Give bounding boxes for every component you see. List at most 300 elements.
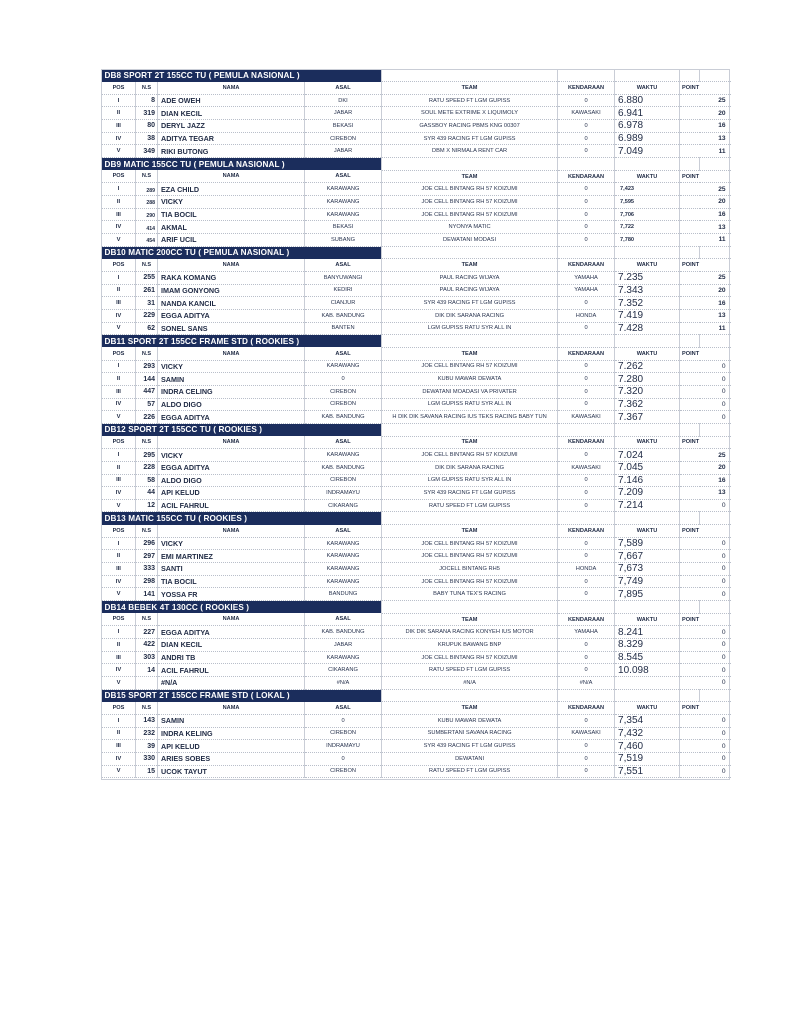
origin-cell: CIREBON [305, 474, 382, 487]
number-cell: 141 [136, 588, 158, 601]
position-cell: II [102, 639, 136, 652]
point-cell: 20 [680, 107, 731, 120]
point-cell: 16 [680, 474, 731, 487]
header-point: POINT [680, 82, 731, 95]
point-cell: 0 [680, 550, 731, 563]
origin-cell: #N/A [305, 677, 382, 690]
position-cell: I [102, 449, 136, 462]
vehicle-cell: YAMAHA [558, 626, 615, 639]
number-cell: 454 [136, 234, 158, 247]
position-cell: V [102, 499, 136, 512]
vehicle-cell: 0 [558, 550, 615, 563]
origin-cell: CIREBON [305, 132, 382, 145]
table-row [102, 626, 731, 639]
time-cell: 6.978 [615, 120, 680, 133]
point-cell: 13 [680, 221, 731, 234]
rider-name-cell: SONEL SANS [158, 322, 305, 335]
header-point: POINT [680, 170, 731, 183]
time-cell: 8.329 [615, 639, 680, 652]
time-cell: 7,589 [615, 537, 680, 550]
point-cell: 16 [680, 297, 731, 310]
table-row [102, 714, 731, 727]
header-nama: NAMA [158, 702, 305, 715]
point-cell: 25 [680, 94, 731, 107]
table-row [102, 411, 731, 424]
table-row [102, 196, 731, 209]
header-kendaraan: KENDARAAN [558, 702, 615, 715]
header-nama: NAMA [158, 613, 305, 626]
rider-name-cell: EGGA ADITYA [158, 461, 305, 474]
table-row [102, 398, 731, 411]
team-cell: DBM X NIRMALA RENT CAR [382, 145, 558, 158]
header-point: POINT [680, 347, 731, 360]
position-cell: III [102, 120, 136, 133]
number-cell: 349 [136, 145, 158, 158]
number-cell: 144 [136, 373, 158, 386]
section-title: DB12 SPORT 2T 155CC TU ( ROOKIES ) [102, 423, 382, 436]
origin-cell: KAB. BANDUNG [305, 461, 382, 474]
title-blank-cell [615, 689, 680, 702]
position-cell: III [102, 297, 136, 310]
header-kendaraan: KENDARAAN [558, 347, 615, 360]
header-ns: N.S [136, 82, 158, 95]
table-row [102, 297, 731, 310]
number-cell: 226 [136, 411, 158, 424]
time-cell: 10.098 [615, 664, 680, 677]
rider-name-cell: TIA BOCIL [158, 208, 305, 221]
position-cell: IV [102, 487, 136, 500]
point-cell: 25 [680, 272, 731, 285]
header-team: TEAM [382, 82, 558, 95]
position-cell: IV [102, 575, 136, 588]
vehicle-cell: 0 [558, 575, 615, 588]
time-cell [615, 677, 680, 690]
table-row [102, 360, 731, 373]
header-waktu: WAKTU [615, 613, 680, 626]
table-row [102, 322, 731, 335]
time-cell: 7,667 [615, 550, 680, 563]
rider-name-cell: SAMIN [158, 373, 305, 386]
point-cell: 11 [680, 322, 731, 335]
time-cell: 7,780 [615, 234, 680, 247]
vehicle-cell: 0 [558, 373, 615, 386]
table-row [102, 132, 731, 145]
team-cell: SYR 439 RACING FT LGM GUPISS [382, 297, 558, 310]
point-cell: 0 [680, 499, 731, 512]
number-cell [136, 677, 158, 690]
time-cell: 7,423 [615, 183, 680, 196]
time-cell: 6.989 [615, 132, 680, 145]
header-ns: N.S [136, 170, 158, 183]
column-header-row [102, 525, 731, 538]
number-cell: 58 [136, 474, 158, 487]
header-team: TEAM [382, 259, 558, 272]
table-row [102, 575, 731, 588]
team-cell: LGM GUPISS RATU SYR ALL IN [382, 322, 558, 335]
position-cell: I [102, 272, 136, 285]
team-cell: SYR 439 RACING FT LGM GUPISS [382, 740, 558, 753]
section-title: DB9 MATIC 155CC TU ( PEMULA NASIONAL ) [102, 158, 382, 171]
number-cell: 330 [136, 752, 158, 765]
table-row [102, 373, 731, 386]
point-cell: 0 [680, 714, 731, 727]
rider-name-cell: EZA CHILD [158, 183, 305, 196]
origin-cell: JABAR [305, 145, 382, 158]
point-cell: 0 [680, 575, 731, 588]
rider-name-cell: ADE OWEH [158, 94, 305, 107]
header-pos: POS [102, 347, 136, 360]
number-cell: 261 [136, 284, 158, 297]
team-cell: DEWATANI MODASI [382, 234, 558, 247]
title-blank-cell [558, 512, 615, 525]
time-cell: 7,460 [615, 740, 680, 753]
time-cell: 6.880 [615, 94, 680, 107]
vehicle-cell: KAWASAKI [558, 411, 615, 424]
point-cell: 20 [680, 196, 731, 209]
vehicle-cell: 0 [558, 588, 615, 601]
origin-cell: DKI [305, 94, 382, 107]
header-team: TEAM [382, 170, 558, 183]
section-title: DB14 BEBEK 4T 130CC ( ROOKIES ) [102, 601, 382, 614]
header-ns: N.S [136, 525, 158, 538]
time-cell: 7,749 [615, 575, 680, 588]
header-pos: POS [102, 170, 136, 183]
vehicle-cell: 0 [558, 537, 615, 550]
table-row [102, 461, 731, 474]
rider-name-cell: API KELUD [158, 740, 305, 753]
origin-cell: JABAR [305, 639, 382, 652]
table-row [102, 145, 731, 158]
rider-name-cell: API KELUD [158, 487, 305, 500]
origin-cell: CIREBON [305, 398, 382, 411]
header-nama: NAMA [158, 436, 305, 449]
number-cell: 15 [136, 765, 158, 778]
header-kendaraan: KENDARAAN [558, 82, 615, 95]
team-cell: JOE CELL BINTANG RH 57 KOIZUMI [382, 651, 558, 664]
point-cell: 0 [680, 398, 731, 411]
number-cell: 143 [136, 714, 158, 727]
origin-cell: CIREBON [305, 765, 382, 778]
header-kendaraan: KENDARAAN [558, 613, 615, 626]
header-team: TEAM [382, 347, 558, 360]
team-cell: LGM GUPISS RATU SYR ALL IN [382, 474, 558, 487]
vehicle-cell: 0 [558, 664, 615, 677]
rider-name-cell: TIA BOCIL [158, 575, 305, 588]
point-cell: 11 [680, 234, 731, 247]
vehicle-cell: YAMAHA [558, 284, 615, 297]
time-cell: 7.146 [615, 474, 680, 487]
origin-cell: CIANJUR [305, 297, 382, 310]
time-cell: 7.367 [615, 411, 680, 424]
vehicle-cell: 0 [558, 474, 615, 487]
time-cell: 7,519 [615, 752, 680, 765]
vehicle-cell: HONDA [558, 309, 615, 322]
position-cell: IV [102, 132, 136, 145]
time-cell: 7,722 [615, 221, 680, 234]
position-cell: II [102, 461, 136, 474]
title-blank-cell [558, 689, 615, 702]
vehicle-cell: 0 [558, 221, 615, 234]
time-cell: 7.049 [615, 145, 680, 158]
rider-name-cell: NANDA KANCIL [158, 297, 305, 310]
team-cell: JOE CELL BINTANG RH 57 KOIZUMI [382, 183, 558, 196]
table-row [102, 664, 731, 677]
rider-name-cell: SAMIN [158, 714, 305, 727]
team-cell: DIK DIK SARANA RACING [382, 309, 558, 322]
section-title: DB11 SPORT 2T 155CC FRAME STD ( ROOKIES ) [102, 335, 382, 348]
origin-cell: BEKASI [305, 221, 382, 234]
point-cell: 11 [680, 145, 731, 158]
header-asal: ASAL [305, 613, 382, 626]
header-asal: ASAL [305, 347, 382, 360]
title-blank-cell [700, 601, 731, 614]
header-pos: POS [102, 613, 136, 626]
rider-name-cell: UCOK TAYUT [158, 765, 305, 778]
number-cell: 80 [136, 120, 158, 133]
rider-name-cell: ARIF UCIL [158, 234, 305, 247]
number-cell: 319 [136, 107, 158, 120]
table-row [102, 651, 731, 664]
results-sheet [101, 69, 730, 778]
team-cell: JOE CELL BINTANG RH 57 KOIZUMI [382, 208, 558, 221]
origin-cell: CIKARANG [305, 499, 382, 512]
number-cell: 295 [136, 449, 158, 462]
vehicle-cell: 0 [558, 183, 615, 196]
number-cell: 232 [136, 727, 158, 740]
position-cell: V [102, 145, 136, 158]
team-cell: RATU SPEED FT LGM GUPISS [382, 765, 558, 778]
section-title-row [102, 335, 731, 348]
number-cell: 288 [136, 196, 158, 209]
table-row [102, 208, 731, 221]
rider-name-cell: ADITYA TEGAR [158, 132, 305, 145]
origin-cell: KAB. BANDUNG [305, 411, 382, 424]
number-cell: 333 [136, 563, 158, 576]
position-cell: IV [102, 309, 136, 322]
header-waktu: WAKTU [615, 702, 680, 715]
vehicle-cell: 0 [558, 385, 615, 398]
time-cell: 7,706 [615, 208, 680, 221]
point-cell: 0 [680, 411, 731, 424]
rider-name-cell: EGGA ADITYA [158, 626, 305, 639]
vehicle-cell: 0 [558, 208, 615, 221]
title-blank-cell [382, 423, 558, 436]
time-cell: 6.941 [615, 107, 680, 120]
table-row [102, 183, 731, 196]
number-cell: 228 [136, 461, 158, 474]
rider-name-cell: ACIL FAHRUL [158, 664, 305, 677]
team-cell: #N/A [382, 677, 558, 690]
number-cell: 293 [136, 360, 158, 373]
team-cell: NYONYA MATIC [382, 221, 558, 234]
time-cell: 7.235 [615, 272, 680, 285]
team-cell: JOE CELL BINTANG RH 57 KOIZUMI [382, 550, 558, 563]
title-blank-cell [382, 689, 558, 702]
header-asal: ASAL [305, 436, 382, 449]
title-blank-cell [615, 601, 680, 614]
title-blank-cell [680, 601, 700, 614]
team-cell: RATU SPEED FT LGM GUPISS [382, 499, 558, 512]
origin-cell: KARAWANG [305, 360, 382, 373]
table-row [102, 120, 731, 133]
position-cell: V [102, 411, 136, 424]
table-row [102, 284, 731, 297]
header-kendaraan: KENDARAAN [558, 170, 615, 183]
vehicle-cell: 0 [558, 322, 615, 335]
point-cell: 16 [680, 208, 731, 221]
header-point: POINT [680, 525, 731, 538]
header-ns: N.S [136, 613, 158, 626]
origin-cell: CIREBON [305, 727, 382, 740]
header-waktu: WAKTU [615, 436, 680, 449]
team-cell: JOE CELL BINTANG RH 57 KOIZUMI [382, 196, 558, 209]
header-pos: POS [102, 82, 136, 95]
point-cell: 0 [680, 563, 731, 576]
number-cell: 447 [136, 385, 158, 398]
section-title-row [102, 158, 731, 171]
origin-cell: KARAWANG [305, 449, 382, 462]
time-cell: 7,551 [615, 765, 680, 778]
header-nama: NAMA [158, 525, 305, 538]
position-cell: V [102, 322, 136, 335]
origin-cell: KARAWANG [305, 563, 382, 576]
vehicle-cell: 0 [558, 487, 615, 500]
table-row [102, 449, 731, 462]
point-cell: 0 [680, 727, 731, 740]
position-cell: I [102, 626, 136, 639]
title-blank-cell [558, 246, 615, 259]
rider-name-cell: INDRA KELING [158, 727, 305, 740]
time-cell: 8.241 [615, 626, 680, 639]
point-cell: 0 [680, 752, 731, 765]
point-cell: 13 [680, 487, 731, 500]
number-cell: 297 [136, 550, 158, 563]
number-cell: 229 [136, 309, 158, 322]
header-point: POINT [680, 259, 731, 272]
number-cell: 62 [136, 322, 158, 335]
title-blank-cell [615, 335, 680, 348]
title-blank-cell [615, 246, 680, 259]
column-header-row [102, 347, 731, 360]
title-blank-cell [680, 246, 700, 259]
position-cell: III [102, 651, 136, 664]
point-cell: 20 [680, 284, 731, 297]
title-blank-cell [615, 423, 680, 436]
time-cell: 7.320 [615, 385, 680, 398]
position-cell: I [102, 183, 136, 196]
header-pos: POS [102, 702, 136, 715]
header-waktu: WAKTU [615, 170, 680, 183]
header-point: POINT [680, 613, 731, 626]
rider-name-cell: DIAN KECIL [158, 107, 305, 120]
header-ns: N.S [136, 702, 158, 715]
number-cell: 422 [136, 639, 158, 652]
position-cell: I [102, 537, 136, 550]
table-row [102, 727, 731, 740]
header-waktu: WAKTU [615, 82, 680, 95]
point-cell: 0 [680, 664, 731, 677]
header-waktu: WAKTU [615, 259, 680, 272]
number-cell: 38 [136, 132, 158, 145]
point-cell: 16 [680, 120, 731, 133]
title-blank-cell [558, 69, 615, 82]
header-asal: ASAL [305, 259, 382, 272]
title-blank-cell [382, 601, 558, 614]
position-cell: IV [102, 664, 136, 677]
title-blank-cell [700, 335, 731, 348]
section-title: DB15 SPORT 2T 155CC FRAME STD ( LOKAL ) [102, 689, 382, 702]
point-cell: 13 [680, 132, 731, 145]
header-asal: ASAL [305, 82, 382, 95]
time-cell: 7,432 [615, 727, 680, 740]
team-cell: JOE CELL BINTANG RH 57 KOIZUMI [382, 537, 558, 550]
title-blank-cell [615, 158, 680, 171]
time-cell: 7.343 [615, 284, 680, 297]
origin-cell: KAB. BANDUNG [305, 626, 382, 639]
point-cell: 25 [680, 449, 731, 462]
origin-cell: KARAWANG [305, 183, 382, 196]
header-kendaraan: KENDARAAN [558, 259, 615, 272]
position-cell: II [102, 284, 136, 297]
position-cell: III [102, 563, 136, 576]
title-blank-cell [615, 69, 680, 82]
table-row [102, 639, 731, 652]
position-cell: II [102, 107, 136, 120]
origin-cell: KARAWANG [305, 575, 382, 588]
team-cell: DEWATANI MOADASI VA PRIVATER [382, 385, 558, 398]
vehicle-cell: 0 [558, 94, 615, 107]
position-cell: II [102, 727, 136, 740]
number-cell: 255 [136, 272, 158, 285]
position-cell: I [102, 360, 136, 373]
team-cell: RATU SPEED FT LGM GUPISS [382, 94, 558, 107]
team-cell: RATU SPEED FT LGM GUPISS [382, 664, 558, 677]
table-row [102, 107, 731, 120]
rider-name-cell: VICKY [158, 449, 305, 462]
origin-cell: CIREBON [305, 385, 382, 398]
position-cell: V [102, 234, 136, 247]
number-cell: 44 [136, 487, 158, 500]
table-row [102, 474, 731, 487]
number-cell: 296 [136, 537, 158, 550]
time-cell: 8.545 [615, 651, 680, 664]
rider-name-cell: ALDO DIGO [158, 398, 305, 411]
point-cell: 0 [680, 626, 731, 639]
section-title-row [102, 601, 731, 614]
origin-cell: BANTEN [305, 322, 382, 335]
title-blank-cell [680, 158, 700, 171]
section-title-row [102, 512, 731, 525]
point-cell: 25 [680, 183, 731, 196]
origin-cell: KAB. BANDUNG [305, 309, 382, 322]
origin-cell: INDRAMAYU [305, 740, 382, 753]
number-cell: 12 [136, 499, 158, 512]
point-cell: 0 [680, 360, 731, 373]
section-title: DB13 MATIC 155CC TU ( ROOKIES ) [102, 512, 382, 525]
column-header-row [102, 436, 731, 449]
vehicle-cell: 0 [558, 297, 615, 310]
team-cell: DIK DIK SARANA RACING KONYEH IUS MOTOR [382, 626, 558, 639]
team-cell: H DIK DIK SAVANA RACING IUS TEKS RACING BABY TUN [382, 411, 558, 424]
vehicle-cell: KAWASAKI [558, 107, 615, 120]
header-kendaraan: KENDARAAN [558, 525, 615, 538]
table-row [102, 499, 731, 512]
title-blank-cell [700, 69, 731, 82]
title-blank-cell [382, 246, 558, 259]
title-blank-cell [382, 512, 558, 525]
header-team: TEAM [382, 613, 558, 626]
number-cell: 289 [136, 183, 158, 196]
